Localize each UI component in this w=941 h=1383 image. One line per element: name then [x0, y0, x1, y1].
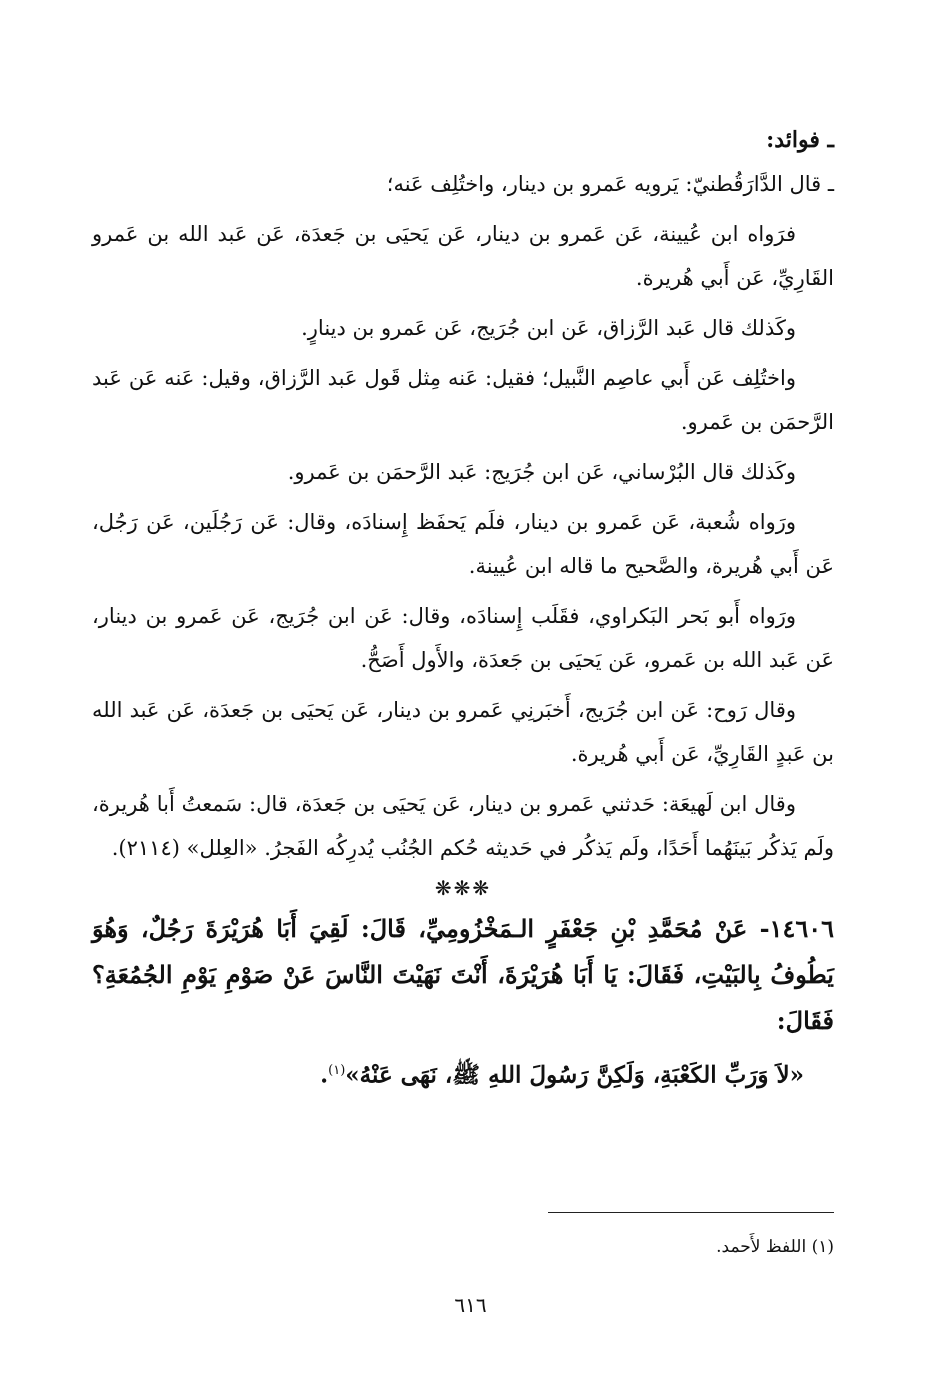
- hadith-quote-text: «لاَ وَرَبِّ الكَعْبَةِ، وَلَكِنَّ رَسُولَ اللهِ ﷺ، نَهَى عَنْهُ»: [345, 1061, 804, 1089]
- paragraph-daraqutni: ـ قال الدَّارَقُطنيّ: يَرويه عَمرو بن دينار، واختُلِف عَنه؛: [386, 172, 834, 196]
- hadith-text: ١٤٦٠٦- عَنْ مُحَمَّدِ بْنِ جَعْفَرٍ الـمَخْزُومِيِّ، قَالَ: لَقِيَ أَبَا هُرَيْرَةَ رَجُلٌ، وَهُوَ يَطُوفُ بِالبَيْتِ، فَقَالَ: يَا أَبَا هُرَيْرَةَ، أَنْتَ نَهَيْتَ النَّاسَ عَنْ صَوْمِ يَوْمِ الجُمُعَةِ؟ فَقَالَ:: [92, 914, 834, 1035]
- paragraph-abdulrazzaq: وكَذلك قال عَبد الرَّزاق، عَن ابن جُرَيج، عَن عَمرو بن دينارٍ.: [301, 316, 796, 340]
- paragraph-abu-asim: واختُلِف عَن أَبي عاصِم النَّبيل؛ فقيل: عَنه مِثل قَول عَبد الرَّزاق، وقيل: عَنه عَن عَبد الرَّحمَن بن عَمرو.: [92, 366, 834, 434]
- footnote-marker[interactable]: (١): [328, 1063, 346, 1078]
- paragraph-rawh: وقال رَوح: عَن ابن جُرَيج، أَخبَرنِي عَمرو بن دينار، عَن يَحيَى بن جَعدَة، عَن عَبد الله بن عَبدٍ القَارِيِّ، عَن أَبي هُريرة.: [92, 698, 834, 766]
- paragraph-ibn-lahia: وقال ابن لَهيعَة: حَدثني عَمرو بن دينار، عَن يَحيَى بن جَعدَة، قال: سَمعتُ أَبا هُريرة، ولَم يَذكُر بَينَهُما أَحَدًا، ولَم يَذكُر في حَديثه حُكم الجُنُب يُدرِكُه الفَجرُ. «العِلل» (٢١١٤).: [92, 792, 834, 860]
- paragraph-bursani: وكَذلك قال البُرْساني، عَن ابن جُرَيج: عَبد الرَّحمَن بن عَمرو.: [287, 460, 796, 484]
- section-separator: ❋❋❋: [434, 876, 492, 900]
- paragraph-shuba: ورَواه شُعبة، عَن عَمرو بن دينار، فلَم يَحفَظ إِسنادَه، وقال: عَن رَجُلَين، عَن رَجُل، عَن أَبي هُريرة، والصَّحيح ما قاله ابن عُيينة.: [92, 510, 834, 578]
- footnote-text: (١) اللفظ لأَحمد.: [716, 1237, 834, 1257]
- paragraph-ibn-uyayna: فرَواه ابن عُيينة، عَن عَمرو بن دينار، عَن يَحيَى بن جَعدَة، عَن عَبد الله بن عَمرو القَارِيِّ، عَن أَبي هُريرة.: [92, 222, 834, 290]
- page-number: ٦١٦: [454, 1293, 487, 1317]
- paragraph-bakrawi: ورَواه أَبو بَحر البَكراوي، فقَلَب إِسنادَه، وقال: عَن ابن جُرَيج، عَن عَمرو بن دينار، عَن عَبد الله بن عَمرو، عَن يَحيَى بن جَعدَة، والأَول أَصَحُّ.: [92, 604, 834, 672]
- section-title: ـ فوائد:: [766, 127, 834, 153]
- hadith-quote: [92, 1048, 834, 1099]
- footnote-divider: [548, 1212, 834, 1213]
- hadith-quote-end: .: [320, 1061, 329, 1089]
- page-content: [92, 118, 834, 1099]
